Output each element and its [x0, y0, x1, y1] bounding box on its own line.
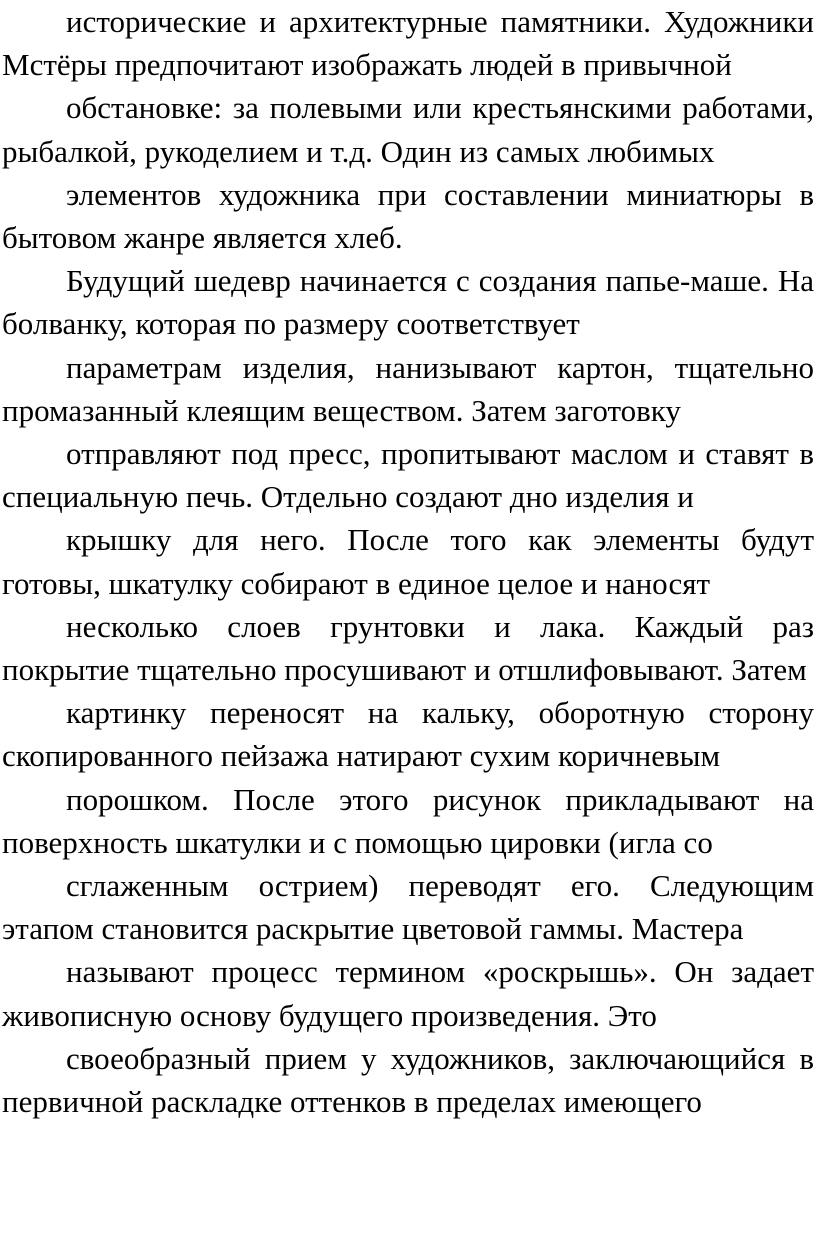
paragraph-12: называют процесс термином «роскрышь». Он задает живописную основу будущего произведения. Это — [2, 954, 814, 1033]
paragraph-6: отправляют под пресс, пропитывают маслом и ставят в специальную печь. Отдельно создают дно изделия и — [2, 436, 814, 515]
paragraph-5: параметрам изделия, нанизывают картон, тщательно промазанный клеящим веществом. Затем заготовку — [2, 349, 814, 428]
paragraph-2: обстановке: за полевыми или крестьянскими работами, рыбалкой, рукоделием и т.д. Один из самых любимых — [2, 90, 814, 169]
paragraph-13: своеобразный прием у художников, заключающийся в первичной раскладке оттенков в пределах имеющего — [2, 1040, 814, 1120]
paragraph-3: элементов художника при составлении миниатюры в бытовом жанре является хлеб. — [2, 176, 814, 256]
paragraph-11: сглаженным острием) переводят его. Следующим этапом становится раскрытие цветовой гаммы. Мастера — [2, 868, 814, 947]
paragraph-8: несколько слоев грунтовки и лака. Каждый раз покрытие тщательно просушивают и отшлифовывают. Затем — [2, 608, 814, 688]
paragraph-4: Будущий шедевр начинается с создания папье-маше. На болванку, которая по размеру соответствует — [2, 263, 814, 342]
paragraph-10: порошком. После этого рисунок прикладывают на поверхность шкатулки и с помощью цировки (игла со — [2, 781, 814, 860]
paragraph-9: картинку переносят на кальку, оборотную сторону скопированного пейзажа натирают сухим коричневым — [2, 695, 814, 774]
paragraph-1: исторические и архитектурные памятники. Художники Мстёры предпочитают изображать людей в привычной — [2, 4, 814, 83]
paragraph-7: крышку для него. После того как элементы будут готовы, шкатулку собирают в единое целое и наносят — [2, 522, 814, 601]
document-body — [2, 0, 814, 1123]
